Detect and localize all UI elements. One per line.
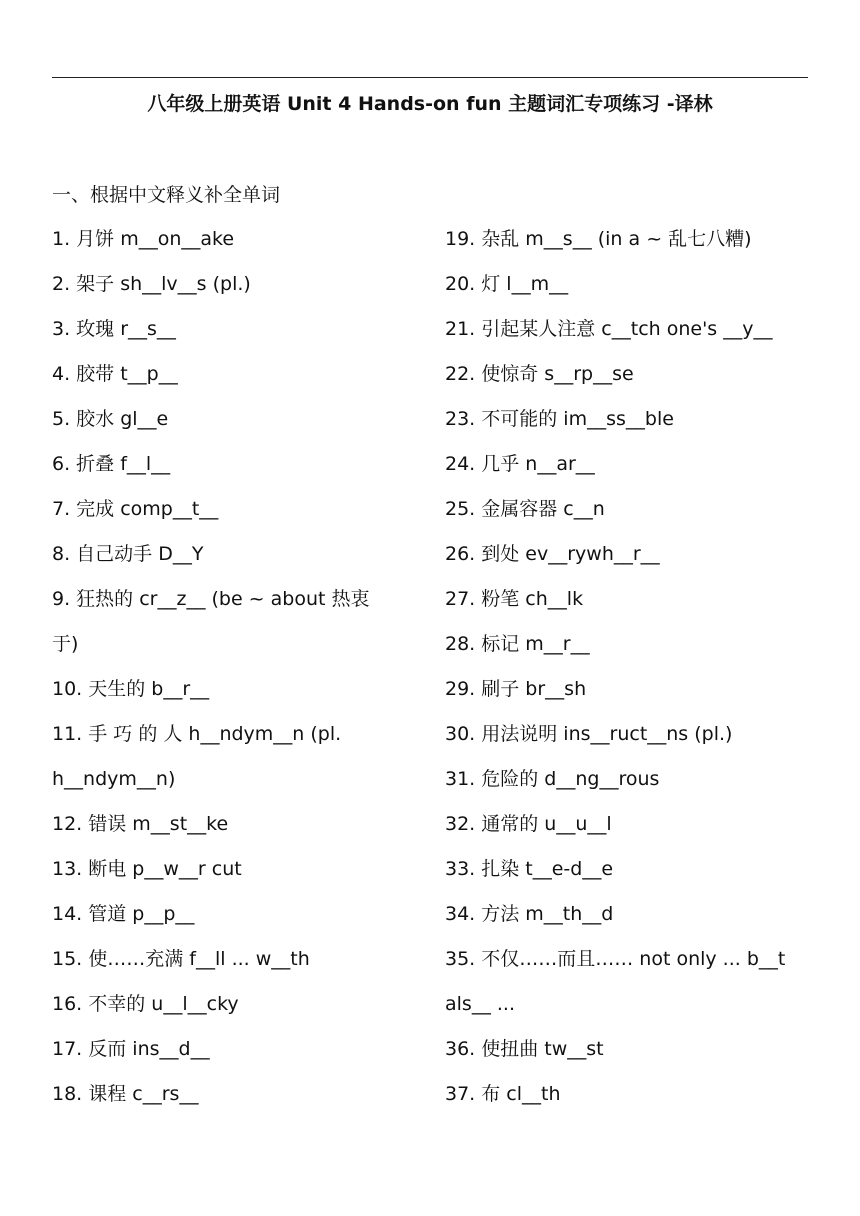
document-title: 八年级上册英语 Unit 4 Hands-on fun 主题词汇专项练习 -译林 <box>147 93 713 115</box>
exercise-line: 22. 使惊奇 s__rp__se <box>445 363 634 385</box>
exercise-line: 35. 不仅……而且…… not only ... b__t <box>445 948 786 970</box>
exercise-line-continued: h__ndym__n) <box>52 768 176 790</box>
exercise-line: 8. 自己动手 D__Y <box>52 543 204 565</box>
exercise-line: 15. 使……充满 f__ll ... w__th <box>52 948 310 970</box>
exercise-line: 12. 错误 m__st__ke <box>52 813 229 835</box>
exercise-line: 24. 几乎 n__ar__ <box>445 453 595 475</box>
exercise-line-continued: 于) <box>52 633 79 655</box>
section-heading: 一、根据中文释义补全单词 <box>52 184 281 206</box>
exercise-line: 3. 玫瑰 r__s__ <box>52 318 176 340</box>
exercise-line: 36. 使扭曲 tw__st <box>445 1038 604 1060</box>
exercise-line: 34. 方法 m__th__d <box>445 903 614 925</box>
exercise-line: 9. 狂热的 cr__z__ (be ~ about 热衷 <box>52 588 370 610</box>
exercise-line: 6. 折叠 f__l__ <box>52 453 171 475</box>
exercise-line: 13. 断电 p__w__r cut <box>52 858 242 880</box>
exercise-line: 5. 胶水 gl__e <box>52 408 169 430</box>
header-rule <box>52 77 808 78</box>
exercise-line: 18. 课程 c__rs__ <box>52 1083 199 1105</box>
left-column <box>52 225 417 1125</box>
exercise-line: 31. 危险的 d__ng__rous <box>445 768 660 790</box>
exercise-line: 4. 胶带 t__p__ <box>52 363 178 385</box>
exercise-line: 19. 杂乱 m__s__ (in a ~ 乱七八糟) <box>445 228 752 250</box>
exercise-line: 37. 布 cl__th <box>445 1083 561 1105</box>
exercise-line: 27. 粉笔 ch__lk <box>445 588 584 610</box>
exercise-line-continued: als__ ... <box>445 993 515 1015</box>
exercise-line: 1. 月饼 m__on__ake <box>52 228 235 250</box>
exercise-line: 26. 到处 ev__rywh__r__ <box>445 543 660 565</box>
exercise-line: 29. 刷子 br__sh <box>445 678 587 700</box>
exercise-line: 30. 用法说明 ins__ruct__ns (pl.) <box>445 723 733 745</box>
exercise-line: 17. 反而 ins__d__ <box>52 1038 210 1060</box>
exercise-line: 16. 不幸的 u__l__cky <box>52 993 239 1015</box>
exercise-line: 7. 完成 comp__t__ <box>52 498 219 520</box>
exercise-line: 33. 扎染 t__e-d__e <box>445 858 614 880</box>
exercise-line: 32. 通常的 u__u__l <box>445 813 612 835</box>
exercise-line: 2. 架子 sh__lv__s (pl.) <box>52 273 251 295</box>
exercise-line: 25. 金属容器 c__n <box>445 498 605 520</box>
exercise-line: 11. 手 巧 的 人 h__ndym__n (pl. <box>52 723 342 745</box>
exercise-line: 23. 不可能的 im__ss__ble <box>445 408 674 430</box>
exercise-line: 28. 标记 m__r__ <box>445 633 590 655</box>
exercise-line: 20. 灯 l__m__ <box>445 273 569 295</box>
exercise-line: 21. 引起某人注意 c__tch one's __y__ <box>445 318 773 340</box>
exercise-line: 10. 天生的 b__r__ <box>52 678 210 700</box>
exercise-line: 14. 管道 p__p__ <box>52 903 195 925</box>
right-column <box>445 225 810 1125</box>
